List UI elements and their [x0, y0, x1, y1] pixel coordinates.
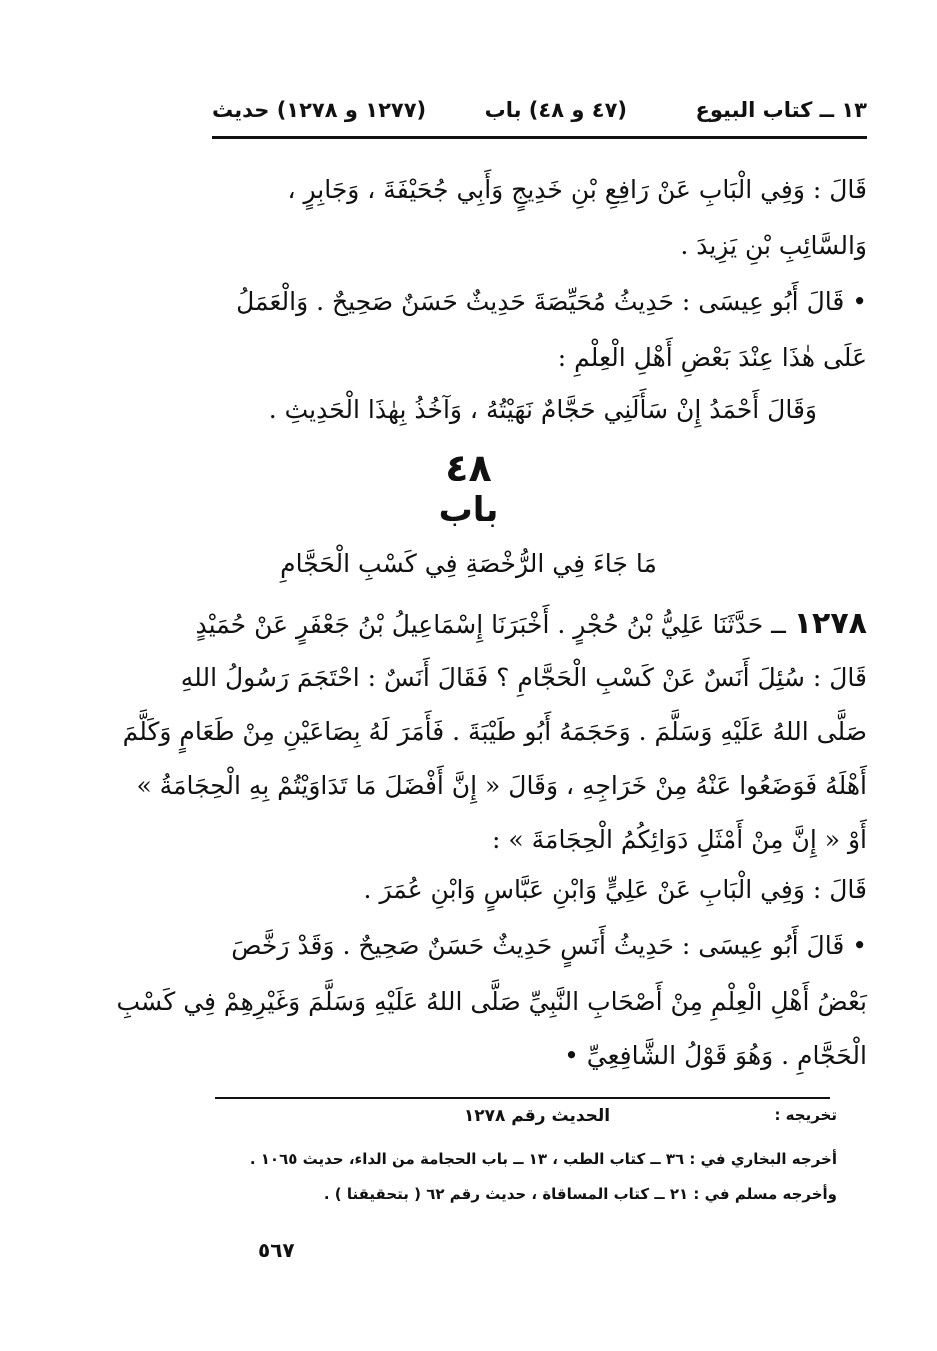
hadith-line: أَوْ « إِنَّ مِنْ أَمْثَلِ دَوَائِكُمُ الْحِجَامَةَ » : [492, 825, 867, 854]
hadith-line: بَعْضُ أَهْلِ الْعِلْمِ مِنْ أَصْحَابِ النَّبِيِّ صَلَّى اللهُ عَلَيْهِ وَسَلَّمَ وَغَيْرِهِمْ فِي كَسْبِ [116, 987, 867, 1016]
footnote-rule [215, 1097, 830, 1099]
footnote-line: وأخرجه مسلم في : ٢١ ــ كتاب المساقاة ، حديث رقم ٦٢ ( بتحقيقنا ) . [323, 1185, 837, 1203]
header-hadith-range: (١٢٧٧ و ١٢٧٨) حديث [212, 98, 427, 122]
hadith-number: ١٢٧٨ [793, 606, 867, 641]
footnote-hadith-ref: الحديث رقم ١٢٧٨ [463, 1106, 611, 1126]
hadith-line: الْحَجَّامِ . وَهُوَ قَوْلُ الشَّافِعِيِّ • [564, 1041, 867, 1070]
hadith-line: صَلَّى اللهُ عَلَيْهِ وَسَلَّمَ . وَحَجَمَهُ أَبُو طَيْبَةَ . فَأَمَرَ لَهُ بِصَاعَيْنِ مِنْ طَعَامٍ وَكَلَّمَ [122, 717, 867, 746]
hadith-line: قَالَ : سُئِلَ أَنَسٌ عَنْ كَسْبِ الْحَجَّامِ ؟ فَقَالَ أَنَسٌ : احْتَجَمَ رَسُولُ اللهِ [180, 663, 867, 692]
section-subtitle: مَا جَاءَ فِي الرُّخْصَةِ فِي كَسْبِ الْحَجَّامِ [280, 549, 657, 578]
header-chapter: ١٣ ــ كتاب البيوع [695, 98, 867, 122]
text-line: • قَالَ أَبُو عِيسَى : حَدِيثُ مُحَيِّصَةَ حَدِيثٌ حَسَنٌ صَحِيحٌ . وَالْعَمَلُ [236, 287, 867, 316]
running-header [212, 94, 867, 130]
text-line: وَالسَّائِبِ بْنِ يَزِيدَ . [680, 231, 867, 260]
hadith-line: أَهْلَهُ فَوَضَعُوا عَنْهُ مِنْ خَرَاجِهِ ، وَقَالَ « إِنَّ أَفْضَلَ مَا تَدَاوَيْتُمْ بِهِ الْحِجَامَةُ » [136, 771, 867, 800]
page-number: ٥٦٧ [258, 1238, 295, 1262]
hadith-opening: ــ حَدَّثَنَا عَلِيُّ بْنُ حُجْرٍ . أَخْبَرَنَا إِسْمَاعِيلُ بْنُ جَعْفَرٍ عَنْ حُمَيْدٍ [195, 610, 786, 639]
footnote-line: أخرجه البخاري في : ٣٦ ــ كتاب الطب ، ١٣ ــ باب الحجامة من الداء، حديث ١٠٦٥ . [249, 1150, 837, 1168]
hadith-first-line [195, 604, 867, 645]
text-line: وَقَالَ أَحْمَدُ إِنْ سَأَلَنِي حَجَّامٌ نَهَيْتُهُ ، وَآخُذُ بِهٰذَا الْحَدِيثِ . [268, 395, 817, 424]
header-rule [212, 136, 867, 139]
section-title: باب [438, 490, 499, 530]
hadith-line: قَالَ : وَفِي الْبَابِ عَنْ عَلِيٍّ وَابْنِ عَبَّاسٍ وَابْنِ عُمَرَ . [363, 875, 867, 904]
text-line: قَالَ : وَفِي الْبَابِ عَنْ رَافِعِ بْنِ خَدِيجٍ وَأَبِي جُحَيْفَةَ ، وَجَابِرٍ ، [287, 175, 867, 204]
footnote-label: تخريجه : [774, 1106, 837, 1124]
text-line: عَلَى هٰذَا عِنْدَ بَعْضِ أَهْلِ الْعِلْمِ : [557, 343, 867, 372]
header-section: (٤٧ و ٤٨) باب [484, 98, 627, 122]
hadith-line: • قَالَ أَبُو عِيسَى : حَدِيثُ أَنَسٍ حَدِيثٌ حَسَنٌ صَحِيحٌ . وَقَدْ رَخَّصَ [231, 931, 867, 960]
section-number: ٤٨ [445, 446, 492, 490]
